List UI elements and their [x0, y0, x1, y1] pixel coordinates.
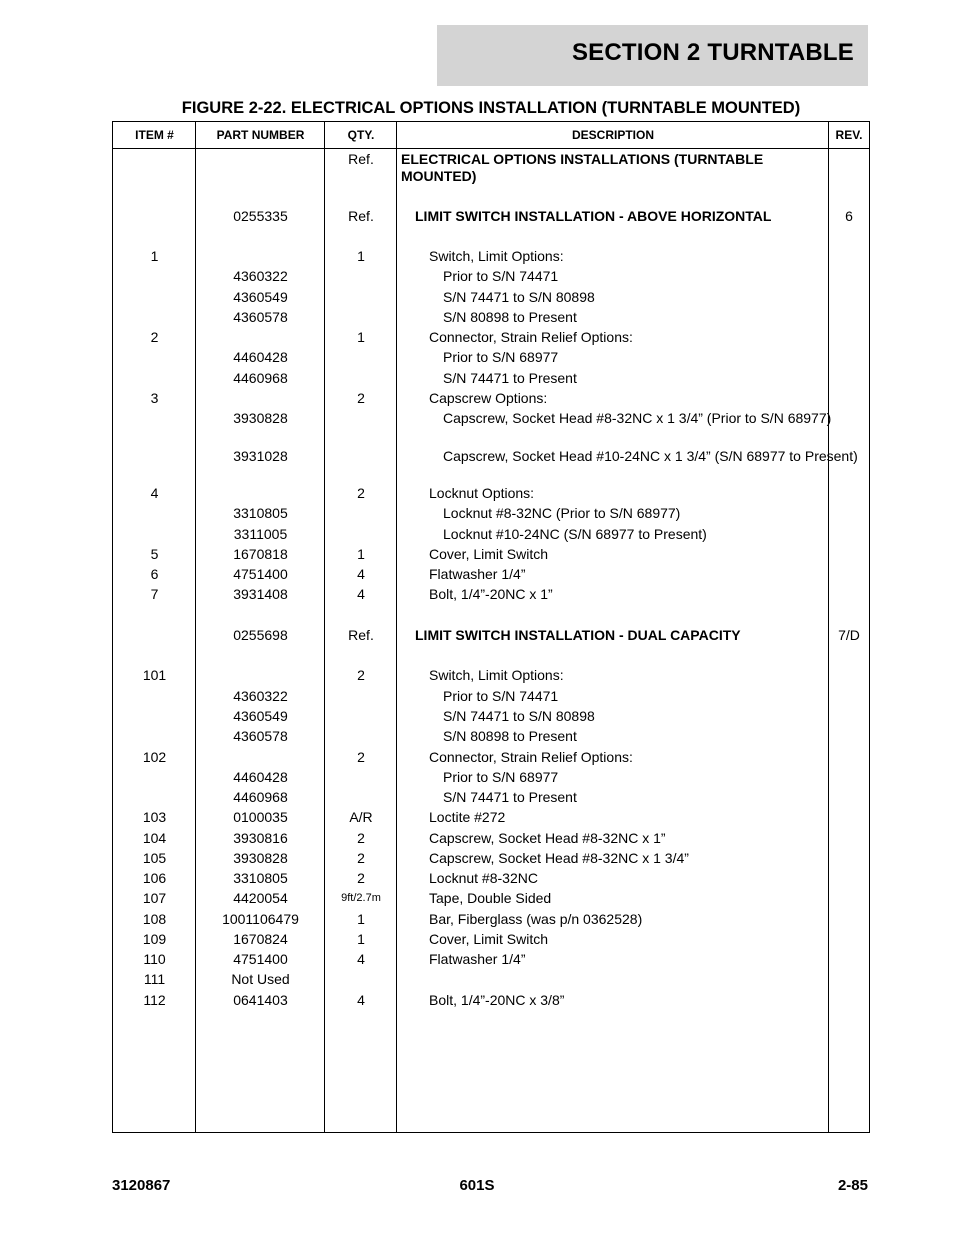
cell-part-number: 0641403: [233, 992, 288, 1008]
cell-description: Switch, Limit Options:: [429, 667, 564, 683]
footer-document-number: 3120867: [112, 1177, 171, 1194]
cell-qty: 2: [357, 390, 365, 406]
cell-description: Prior to S/N 74471: [443, 268, 559, 284]
cell-item: 109: [142, 931, 167, 947]
cell-description: Locknut #8-32NC: [429, 870, 538, 886]
header-item: ITEM #: [135, 128, 174, 142]
cell-item: 112: [143, 992, 166, 1008]
cell-part-number: 3931028: [233, 448, 288, 464]
cell-part-number: 4420054: [233, 890, 288, 906]
cell-part-number: 1670818: [233, 546, 288, 562]
cell-item: 110: [143, 951, 166, 967]
cell-description: Locknut #10-24NC (S/N 68977 to Present): [443, 526, 707, 542]
footer-model: 601S: [459, 1177, 495, 1194]
cell-description: S/N 80898 to Present: [443, 309, 577, 325]
cell-description: LIMIT SWITCH INSTALLATION - ABOVE HORIZONTAL: [415, 208, 772, 224]
cell-qty: 9ft/2.7m: [341, 892, 381, 904]
cell-description: Connector, Strain Relief Options:: [429, 329, 633, 345]
cell-description: Capscrew Options:: [429, 390, 548, 406]
cell-qty: 2: [357, 870, 365, 886]
cell-qty: 1: [357, 329, 365, 345]
cell-part-number: 0255335: [233, 208, 288, 224]
header-rev: REV.: [835, 128, 863, 142]
cell-part-number: 4460428: [233, 769, 288, 785]
cell-item: 107: [142, 890, 167, 906]
cell-item: 105: [142, 850, 167, 866]
cell-description: Connector, Strain Relief Options:: [429, 749, 633, 765]
cell-description: Switch, Limit Options:: [429, 248, 564, 264]
cell-part-number: 1670824: [233, 931, 288, 947]
cell-qty: 1: [357, 248, 365, 264]
cell-item: 4: [150, 485, 159, 501]
cell-qty: 1: [357, 546, 365, 562]
figure-title: FIGURE 2-22. ELECTRICAL OPTIONS INSTALLATION (TURNTABLE MOUNTED): [181, 99, 801, 117]
cell-item: 111: [143, 971, 166, 987]
cell-qty: 2: [357, 749, 365, 765]
cell-description: Prior to S/N 68977: [443, 769, 559, 785]
cell-qty: 4: [357, 586, 365, 602]
cell-item: 1: [150, 248, 159, 264]
section-header-box: [437, 25, 868, 86]
parts-table: [112, 121, 870, 1133]
cell-part-number: 3311005: [233, 526, 288, 542]
cell-part-number: 4360578: [233, 728, 288, 744]
cell-description: Prior to S/N 68977: [443, 349, 559, 365]
cell-description: S/N 74471 to Present: [443, 789, 577, 805]
cell-description: S/N 74471 to S/N 80898: [443, 289, 595, 305]
cell-item: 2: [150, 329, 159, 345]
cell-part-number: Not Used: [231, 971, 290, 987]
cell-description: ELECTRICAL OPTIONS INSTALLATIONS (TURNTABLE MOUNTED): [401, 151, 764, 184]
header-part-number: PART NUMBER: [216, 128, 305, 142]
cell-part-number: 3310805: [233, 870, 288, 886]
cell-description: S/N 74471 to Present: [443, 370, 577, 386]
cell-description: S/N 74471 to S/N 80898: [443, 708, 595, 724]
header-description: DESCRIPTION: [571, 128, 654, 142]
cell-rev: 7/D: [838, 627, 860, 643]
cell-part-number: 3930816: [233, 830, 288, 846]
cell-description: Capscrew, Socket Head #8-32NC x 1 3/4”: [429, 850, 689, 866]
cell-description: Flatwasher 1/4”: [429, 951, 526, 967]
cell-part-number: 0100035: [233, 809, 288, 825]
header-divider: [113, 148, 869, 149]
cell-part-number: 4751400: [233, 951, 288, 967]
cell-qty: A/R: [349, 809, 373, 825]
cell-item: 101: [142, 667, 167, 683]
cell-description: LIMIT SWITCH INSTALLATION - DUAL CAPACITY: [415, 627, 741, 643]
footer-page-number: 2-85: [837, 1177, 868, 1194]
cell-part-number: 3310805: [233, 505, 288, 521]
cell-item: 104: [142, 830, 167, 846]
cell-part-number: 4460968: [233, 789, 288, 805]
cell-qty: 2: [357, 850, 365, 866]
cell-description: Bolt, 1/4”-20NC x 3/8”: [429, 992, 565, 1008]
cell-description: Flatwasher 1/4”: [429, 566, 526, 582]
cell-description: Capscrew, Socket Head #8-32NC x 1 3/4” (Prior to S/N 68977): [443, 410, 832, 426]
cell-description: Prior to S/N 74471: [443, 688, 559, 704]
cell-part-number: 3930828: [233, 850, 288, 866]
cell-qty: 1: [357, 911, 365, 927]
cell-qty: Ref.: [348, 208, 374, 224]
header-qty: QTY.: [347, 128, 375, 142]
cell-item: 108: [142, 911, 167, 927]
cell-part-number: 4360549: [233, 289, 288, 305]
cell-item: 106: [142, 870, 167, 886]
cell-part-number: 4360549: [233, 708, 288, 724]
cell-description: Cover, Limit Switch: [429, 546, 549, 562]
cell-description: Locknut #8-32NC (Prior to S/N 68977): [443, 505, 681, 521]
cell-rev: 6: [845, 208, 853, 224]
cell-part-number: 4751400: [233, 566, 288, 582]
cell-qty: 4: [357, 951, 365, 967]
cell-part-number: 4460428: [233, 349, 288, 365]
cell-qty: 1: [357, 931, 365, 947]
cell-part-number: 4360322: [233, 268, 288, 284]
cell-item: 102: [142, 749, 167, 765]
cell-part-number: 3931408: [233, 586, 288, 602]
cell-qty: 4: [357, 566, 365, 582]
cell-qty: Ref.: [348, 151, 374, 167]
cell-part-number: 3930828: [233, 410, 288, 426]
cell-item: 103: [142, 809, 167, 825]
cell-description: Locknut Options:: [429, 485, 535, 501]
cell-description: Tape, Double Sided: [429, 890, 552, 906]
cell-part-number: 4360578: [233, 309, 288, 325]
cell-item: 5: [150, 546, 159, 562]
cell-description: S/N 80898 to Present: [443, 728, 577, 744]
cell-item: 7: [150, 586, 159, 602]
cell-qty: 2: [357, 667, 365, 683]
cell-description: Capscrew, Socket Head #10-24NC x 1 3/4” (S/N 68977 to Present): [443, 448, 858, 464]
section-title: SECTION 2 TURNTABLE: [571, 39, 854, 66]
cell-item: 6: [150, 566, 159, 582]
cell-part-number: 1001106479: [222, 911, 299, 927]
cell-qty: 2: [357, 830, 365, 846]
cell-description: Bolt, 1/4”-20NC x 1”: [429, 586, 553, 602]
cell-description: Loctite #272: [429, 809, 506, 825]
cell-part-number: 0255698: [233, 627, 288, 643]
cell-qty: 4: [357, 992, 365, 1008]
cell-qty: Ref.: [348, 627, 374, 643]
cell-description: Bar, Fiberglass (was p/n 0362528): [429, 911, 643, 927]
cell-description: Cover, Limit Switch: [429, 931, 549, 947]
cell-qty: 2: [357, 485, 365, 501]
cell-part-number: 4460968: [233, 370, 288, 386]
cell-description: Capscrew, Socket Head #8-32NC x 1”: [429, 830, 666, 846]
cell-item: 3: [150, 390, 159, 406]
cell-part-number: 4360322: [233, 688, 288, 704]
